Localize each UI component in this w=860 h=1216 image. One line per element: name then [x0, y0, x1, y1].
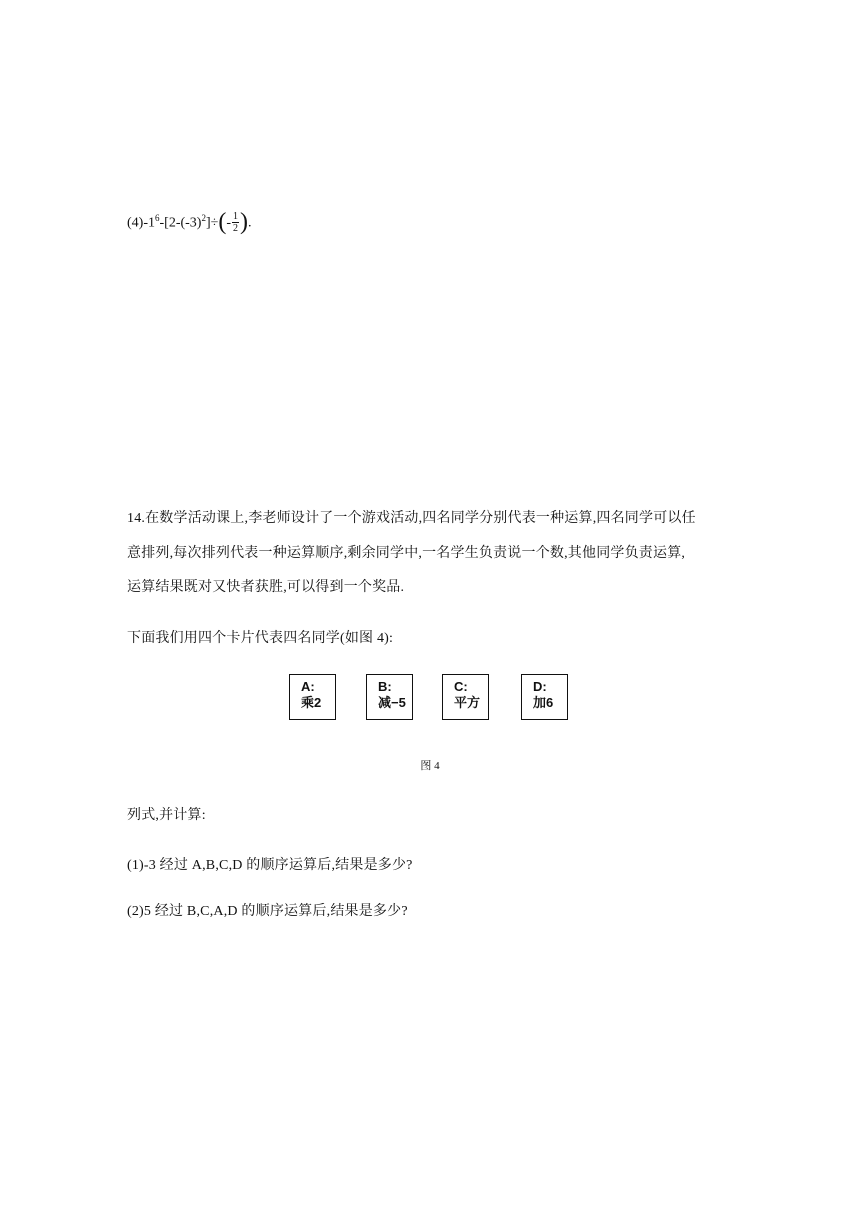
- fraction-numerator: 1: [233, 211, 239, 222]
- card-letter: C:: [454, 679, 468, 694]
- card-operation: 加6: [533, 695, 554, 710]
- formula-exponent-1: 6: [155, 213, 160, 224]
- formula-end: .: [248, 215, 252, 231]
- question-line-3: 运算结果既对又快者获胜,可以得到一个奖品.: [127, 580, 405, 595]
- card-c: [442, 674, 489, 720]
- formula-text-after: ]÷: [205, 215, 219, 231]
- sub-question-1: (1)-3 经过 A,B,C,D 的顺序运算后,结果是多少?: [127, 858, 413, 873]
- fraction-denominator: 2: [233, 223, 239, 234]
- question-intro: 下面我们用四个卡片代表四名同学(如图 4):: [127, 631, 394, 646]
- question-line-1: 14.在数学活动课上,李老师设计了一个游戏活动,四名同学分别代表一种运算,四名同学可以任: [127, 511, 696, 526]
- formula-text-prefix: (4)-1: [127, 215, 155, 231]
- formula-left-paren: (: [218, 208, 227, 235]
- card-operation: 乘2: [301, 695, 322, 710]
- sub-question-2: (2)5 经过 B,C,A,D 的顺序运算后,结果是多少?: [127, 904, 408, 919]
- figure-caption: 图 4: [420, 760, 440, 772]
- card-operation: 减−5: [378, 695, 406, 710]
- question-line-2: 意排列,每次排列代表一种运算顺序,剩余同学中,一名学生负责说一个数,其他同学负责运算,: [127, 546, 686, 561]
- formula-minus: -: [226, 215, 232, 231]
- card-d: [521, 674, 568, 720]
- formula-fraction: [232, 211, 239, 234]
- card-b: [366, 674, 413, 720]
- card-letter: A:: [301, 679, 315, 694]
- formula-exponent-2: 2: [201, 213, 206, 224]
- formula-text-mid: -[2-(-3): [159, 215, 202, 231]
- card-a: [289, 674, 336, 720]
- card-letter: B:: [378, 679, 392, 694]
- instruction: 列式,并计算:: [127, 808, 206, 823]
- card-operation: 平方: [454, 695, 481, 710]
- operation-cards: [289, 674, 571, 724]
- formula-4: [127, 208, 252, 235]
- formula-right-paren: ): [240, 208, 249, 235]
- card-letter: D:: [533, 679, 547, 694]
